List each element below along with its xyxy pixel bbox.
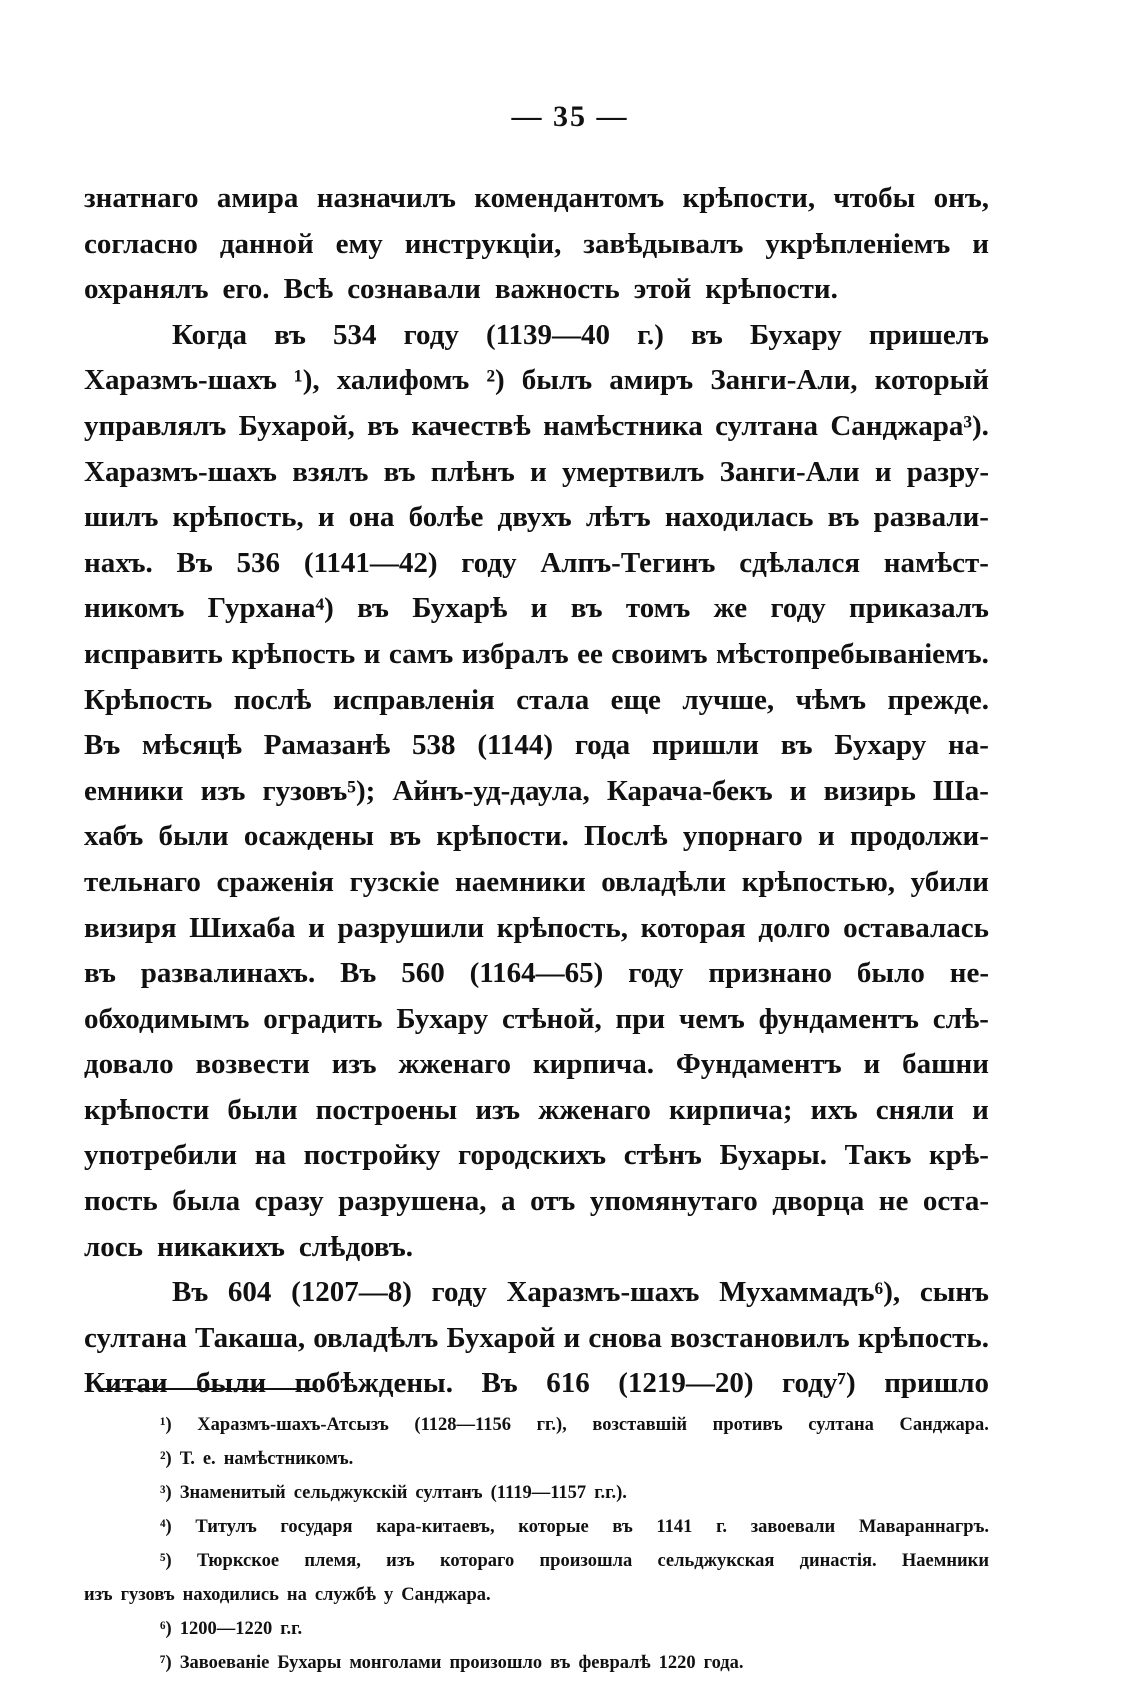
footnote-line: ⁷) Завоеваніе Бухары монголами произошло въ февралѣ 1220 года. bbox=[160, 1653, 744, 1673]
text-line: Харазмъ-шахъ взялъ въ плѣнъ и умертвилъ Занги-Али и разру- bbox=[84, 455, 989, 488]
footnote-line: ⁵) Тюркское племя, изъ котораго произошла сельджукская династія. Наемники bbox=[160, 1551, 989, 1571]
text-line: тельнаго сраженія гузскіе наемники овладѣли крѣпостью, убили bbox=[84, 865, 989, 898]
text-line: султана Такаша, овладѣлъ Бухарой и снова возстановилъ крѣпость. bbox=[84, 1321, 989, 1354]
text-line: охранялъ его. Всѣ сознавали важность этой крѣпости. bbox=[84, 273, 838, 306]
text-line: употребили на постройку городскихъ стѣнъ Бухары. Такъ крѣ- bbox=[84, 1139, 989, 1172]
text-line: Крѣпость послѣ исправленія стала еще лучше, чѣмъ прежде. bbox=[84, 683, 989, 716]
text-line: хабъ были осаждены въ крѣпости. Послѣ упорнаго и продолжи- bbox=[84, 820, 989, 853]
page-number: — 35 — bbox=[511, 100, 629, 133]
text-line: знатнаго амира назначилъ комендантомъ крѣпости, чтобы онъ, bbox=[84, 182, 989, 214]
text-line: Когда въ 534 году (1139—40 г.) въ Бухару пришелъ bbox=[172, 318, 989, 351]
footnote-line: ⁶) 1200—1220 г.г. bbox=[160, 1619, 303, 1639]
text-line: согласно данной ему инструкціи, завѣдывалъ укрѣпленіемъ и bbox=[84, 227, 989, 260]
text-line: пость была сразу разрушена, а отъ упомянутаго дворца не оста- bbox=[84, 1185, 989, 1218]
footnotes bbox=[84, 1408, 989, 1680]
text-line: Китаи были побѣждены. Въ 616 (1219—20) году⁷) пришло bbox=[84, 1367, 989, 1400]
text-line: лось никакихъ слѣдовъ. bbox=[84, 1230, 413, 1263]
text-line: исправить крѣпость и самъ избралъ ее своимъ мѣстопребываніемъ. bbox=[84, 637, 989, 670]
text-line: емники изъ гузовъ⁵); Айнъ-уд-даула, Карача-бекъ и визирь Ша- bbox=[84, 774, 989, 807]
text-line: Въ 604 (1207—8) году Харазмъ-шахъ Мухаммадъ⁶), сынъ bbox=[172, 1276, 989, 1309]
footnote-line: ²) Т. е. намѣстникомъ. bbox=[160, 1449, 354, 1469]
text-line: шилъ крѣпость, и она болѣе двухъ лѣтъ находилась въ развали- bbox=[84, 501, 989, 534]
footnote-line: изъ гузовъ находились на службѣ у Санджара. bbox=[84, 1585, 491, 1605]
text-line: въ развалинахъ. Въ 560 (1164—65) году признано было не- bbox=[84, 957, 989, 990]
footnote-line: ¹) Харазмъ-шахъ-Атсызъ (1128—1156 гг.), возставшій противъ султана Санджара. bbox=[160, 1415, 989, 1435]
text-line: визиря Шихаба и разрушили крѣпость, которая долго оставалась bbox=[84, 911, 989, 944]
body-text bbox=[84, 176, 989, 1407]
footnote-divider bbox=[98, 1388, 318, 1390]
text-line: обходимымъ оградить Бухару стѣной, при чемъ фундаментъ слѣ- bbox=[84, 1002, 989, 1035]
text-line: управлялъ Бухарой, въ качествѣ намѣстника султана Санджара³). bbox=[84, 409, 989, 442]
footnote-line: ⁴) Титулъ государя кара-китаевъ, которые въ 1141 г. завоевали Мавараннагръ. bbox=[160, 1517, 989, 1537]
text-line: крѣпости были построены изъ жженаго кирпича; ихъ сняли и bbox=[84, 1093, 989, 1126]
text-line: нахъ. Въ 536 (1141—42) году Алпъ-Тегинъ сдѣлался намѣст- bbox=[84, 546, 989, 579]
text-line: довало возвести изъ жженаго кирпича. Фундаментъ и башни bbox=[84, 1048, 989, 1081]
footnote-line: ³) Знаменитый сельджукскій султанъ (1119—1157 г.г.). bbox=[160, 1483, 627, 1503]
text-line: Въ мѣсяцѣ Рамазанѣ 538 (1144) года пришли въ Бухару на- bbox=[84, 729, 989, 762]
text-line: никомъ Гурхана⁴) въ Бухарѣ и въ томъ же году приказалъ bbox=[84, 592, 989, 625]
text-line: Харазмъ-шахъ ¹), халифомъ ²) былъ амиръ Занги-Али, который bbox=[84, 364, 989, 397]
